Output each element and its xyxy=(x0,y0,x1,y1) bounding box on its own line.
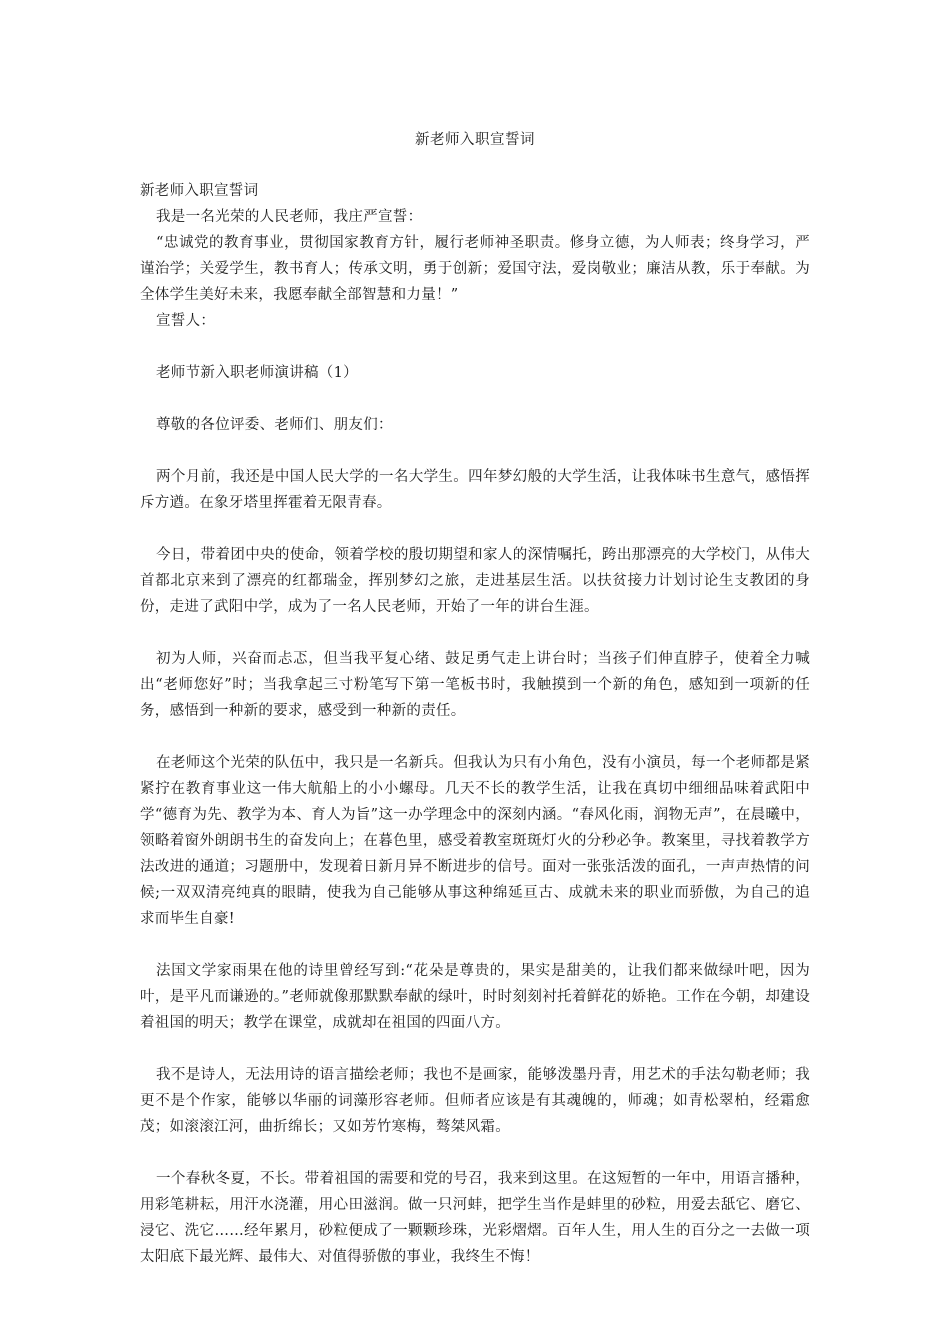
speech-greeting: 尊敬的各位评委、老师们、朋友们： xyxy=(156,417,393,433)
document-title: 新老师入职宣誓词 xyxy=(415,132,535,148)
oath-text: “忠诚党的教育事业，贯彻国家教育方针，履行老师神圣职责。修身立德，为人师表；终身学习，严谨治学；关爱学生，教书育人；传承文明，勇于创新；爱国守法，爱岗敬业；廉洁从教，乐于奉献。为全体学生美好未来，我愿奉献全部智慧和力量！” xyxy=(140,235,810,303)
speech-paragraph: 初为人师，兴奋而忐忑，但当我平复心绪、鼓足勇气走上讲台时；当孩子们伸直脖子，使着全力喊出“老师您好”时；当我拿起三寸粉笔写下第一笔板书时，我触摸到一个新的角色，感知到一项新的任务，感悟到一种新的要求，感受到一种新的责任。 xyxy=(140,651,810,719)
document-body xyxy=(140,178,810,1270)
speech-paragraph: 法国文学家雨果在他的诗里曾经写到:“花朵是尊贵的，果实是甜美的，让我们都来做绿叶吧，因为叶，是平凡而谦逊的。”老师就像那默默奉献的绿叶，时时刻刻衬托着鲜花的娇艳。工作在今朝，却建设着祖国的明天；教学在课堂，成就却在祖国的四面八方。 xyxy=(140,963,810,1031)
section-heading: 新老师入职宣誓词 xyxy=(140,183,259,199)
speech-paragraph: 两个月前，我还是中国人民大学的一名大学生。四年梦幻般的大学生活，让我体味书生意气，感悟挥斥方遒。在象牙塔里挥霍着无限青春。 xyxy=(140,469,810,511)
speech-title: 老师节新入职老师演讲稿（1） xyxy=(156,365,358,381)
speech-paragraph: 在老师这个光荣的队伍中，我只是一名新兵。但我认为只有小角色，没有小演员，每一个老师都是紧紧拧在教育事业这一伟大航船上的小小螺母。几天不长的教学生活，让我在真切中细细品味着武阳中学“德育为先、教学为本、育人为旨”这一办学理念中的深刻内涵。“春风化雨，润物无声”，在晨曦中，领略着窗外朗朗书生的奋发向上；在暮色里，感受着教室斑斑灯火的分秒必争。教案里，寻找着教学方法改进的通道；习题册中，发现着日新月异不断进步的信号。面对一张张活泼的面孔，一声声热情的问候;一双双清亮纯真的眼睛，使我为自己能够从事这种绵延亘古、成就未来的职业而骄傲，为自己的追求而毕生自豪! xyxy=(140,755,810,927)
speech-paragraph: 我不是诗人，无法用诗的语言描绘老师；我也不是画家，能够泼墨丹青，用艺术的手法勾勒老师；我更不是个作家，能够以华丽的词藻形容老师。但师者应该是有其魂魄的，师魂；如青松翠柏，经霜愈茂；如滚滚江河，曲折绵长；又如芳竹寒梅，骜桀风霜。 xyxy=(140,1067,810,1135)
speech-paragraph: 一个春秋冬夏，不长。带着祖国的需要和党的号召，我来到这里。在这短暂的一年中，用语言播种，用彩笔耕耘，用汗水浇灌，用心田滋润。做一只河蚌，把学生当作是蚌里的砂粒，用爱去舐它、磨它、浸它、洗它……经年累月，砂粒便成了一颗颗珍珠，光彩熠熠。百年人生，用人生的百分之一去做一项太阳底下最光辉、最伟大、对值得骄傲的事业，我终生不悔！ xyxy=(140,1171,810,1265)
oath-signer: 宣誓人： xyxy=(156,313,216,329)
oath-intro: 我是一名光荣的人民老师，我庄严宣誓： xyxy=(156,209,423,225)
speech-paragraph: 今日，带着团中央的使命，领着学校的殷切期望和家人的深情嘱托，跨出那漂亮的大学校门，从伟大首都北京来到了漂亮的红都瑞金，挥别梦幻之旅，走进基层生活。以扶贫接力计划讨论生支教团的身份，走进了武阳中学，成为了一名人民老师，开始了一年的讲台生涯。 xyxy=(140,547,810,615)
